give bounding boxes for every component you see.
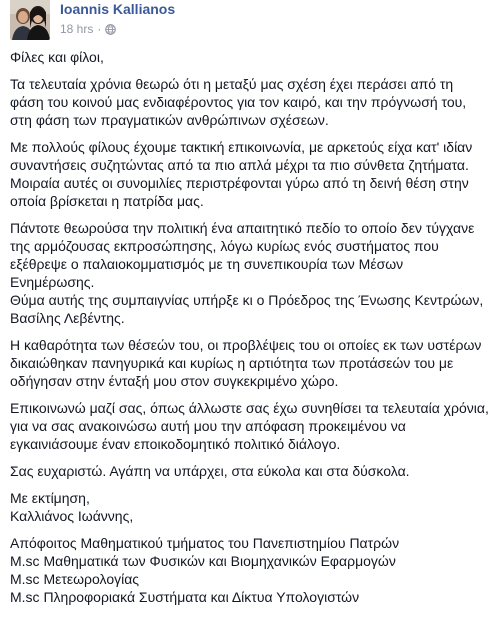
post-paragraph	[10, 399, 496, 453]
author-avatar[interactable]	[10, 0, 50, 40]
post-paragraph	[10, 219, 496, 327]
post-text-line: εξέθρεψε ο παλαιοκομματισμός με τη συνεπικουρία των Μέσων	[10, 256, 404, 272]
avatar-photo-icon	[10, 0, 50, 40]
post-meta	[60, 22, 116, 36]
post-text-line: Καλλιάνος Ιωάννης,	[10, 508, 134, 524]
post-paragraph	[10, 534, 496, 606]
post-body	[10, 48, 496, 615]
post-text-line: Με πολλούς φίλους έχουμε τακτική επικοινωνία, με αρκετούς είχα κατ' ιδίαν	[10, 139, 473, 155]
post-paragraph	[10, 75, 496, 129]
post-text-line: Η καθαρότητα των θέσεών του, οι προβλέψεις του οι οποίες εκ των υστέρων	[10, 337, 482, 353]
post-paragraph	[10, 138, 496, 210]
author-name-link[interactable]: Ioannis Kallianos	[60, 1, 176, 17]
post-text-line: Πάντοτε θεωρούσα την πολιτική ένα απαιτητικό πεδίο το οποίο δεν τύγχανε	[10, 220, 475, 236]
post-paragraph	[10, 489, 496, 525]
post-text-line: Βασίλης Λεβέντης.	[10, 310, 125, 326]
post-timestamp[interactable]: 18 hrs	[60, 22, 94, 36]
post-text-line: Σας ευχαριστώ. Αγάπη να υπάρχει, στα εύκολα και στα δύσκολα.	[10, 463, 410, 479]
post-header	[10, 0, 490, 40]
post-text-line: Θύμα αυτής της συμπαιγνίας υπήρξε κι ο Πρόεδρος της Ένωσης Κεντρώων,	[10, 292, 484, 308]
post-text-line: εγκαινιάσουμε έναν εποικοδομητικό πολιτικό διάλογο.	[10, 436, 341, 452]
post-text-line: συναντήσεις συζητώντας από τα πιο απλά μέχρι τα πιο σύνθετα ζητήματα.	[10, 157, 469, 173]
post-text-line: για να σας ανακοινώσω αυτή μου την απόφαση προκειμένου να	[10, 418, 406, 434]
post-text-line: Ενημέρωσης.	[10, 274, 95, 290]
post-text-line: M.sc Πληροφοριακά Συστήματα και Δίκτυα Υπολογιστών	[10, 589, 360, 605]
post-text-line: M.sc Μετεωρολογίας	[10, 571, 140, 587]
meta-separator: ·	[97, 22, 102, 36]
post-text-line: φάση του κοινού μας ενδιαφέροντος για τον καιρό, και την πρόγνωσή του,	[10, 94, 467, 110]
globe-icon[interactable]	[105, 24, 116, 35]
post-text-line: Φίλες και φίλοι,	[10, 49, 104, 65]
post-text-line: οδήγησαν στην ένταξή μου στον συγκεκριμένο χώρο.	[10, 373, 339, 389]
post-text-line: Μοιραία αυτές οι συνομιλίες περιστρέφονται γύρω από τη δεινή θέση στην	[10, 175, 469, 191]
post-text-line: της αρμόζουσας εκπροσώπησης, λόγω κυρίως ενός συστήματος που	[10, 238, 439, 254]
post-paragraph	[10, 462, 496, 480]
post-text-line: οποία βρίσκεται η πατρίδα μας.	[10, 193, 204, 209]
post-text-line: Επικοινωνώ μαζί σας, όπως άλλωστε σας έχω συνηθίσει τα τελευταία χρόνια,	[10, 400, 489, 416]
post-text-line: M.sc Μαθηματικά των Φυσικών και Βιομηχανικών Εφαρμογών	[10, 553, 396, 569]
post-text-line: Με εκτίμηση,	[10, 490, 90, 506]
post-paragraph	[10, 48, 496, 66]
post-text-line: Απόφοιτος Μαθηματικού τμήματος του Πανεπιστημίου Πατρών	[10, 535, 400, 551]
post-text-line: στη φάση των πραγματικών ανθρώπινων σχέσεων.	[10, 112, 329, 128]
post-text-line: δικαιώθηκαν πανηγυρικά και κυρίως η αρτιότητα των προτάσεών του με	[10, 355, 454, 371]
post-text-line: Τα τελευταία χρόνια θεωρώ ότι η μεταξύ μας σχέση έχει περάσει από τη	[10, 76, 454, 92]
post-paragraph	[10, 336, 496, 390]
